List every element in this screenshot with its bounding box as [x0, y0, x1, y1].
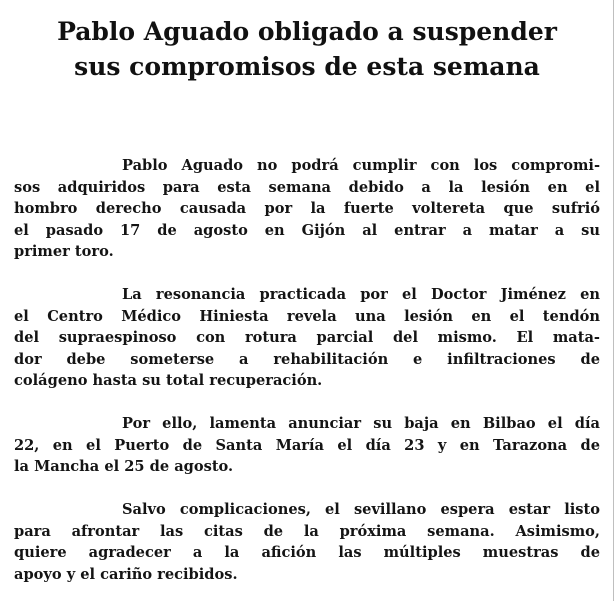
article-body	[14, 155, 600, 607]
paragraph-line: dor debe someterse a rehabilitación e infiltraciones de	[14, 350, 600, 368]
paragraph-2	[14, 284, 600, 392]
paragraph-line: Pablo Aguado no podrá cumplir con los compromi-	[122, 157, 600, 174]
paragraph-line: primer toro.	[14, 243, 114, 260]
paragraph-line: hombro derecho causada por la fuerte voltereta que sufrió	[14, 200, 600, 217]
paragraph-line: Por ello, lamenta anunciar su baja en Bilbao el día	[122, 415, 600, 432]
paragraph-3	[14, 413, 600, 478]
paragraph-line: sos adquiridos para esta semana debido a la lesión en el	[14, 178, 600, 196]
paragraph-line: Salvo complicaciones, el sevillano espera estar listo	[122, 501, 600, 518]
paragraph-1	[14, 155, 600, 263]
paragraph-line: el pasado 17 de agosto en Gijón al entrar a matar a su	[14, 221, 600, 239]
paragraph-line: para afrontar las citas de la próxima semana. Asimismo,	[14, 522, 600, 540]
paragraph-line: del supraespinoso con rotura parcial del mismo. El mata-	[14, 329, 600, 346]
headline-line-2: sus compromisos de esta semana	[74, 52, 540, 81]
headline	[0, 14, 614, 84]
paragraph-line: apoyo y el cariño recibidos.	[14, 565, 238, 583]
paragraph-line: el Centro Médico Hiniesta revela una lesión en el tendón	[14, 307, 600, 325]
paragraph-line: la Mancha el 25 de agosto.	[14, 458, 234, 475]
paragraph-4	[14, 499, 600, 585]
paragraph-line: La resonancia practicada por el Doctor Jiménez en	[122, 286, 600, 303]
paragraph-line: colágeno hasta su total recuperación.	[14, 372, 323, 389]
headline-line-1: Pablo Aguado obligado a suspender	[57, 17, 557, 46]
paragraph-line: quiere agradecer a la afición las múltiples muestras de	[14, 544, 600, 561]
paragraph-line: 22, en el Puerto de Santa María el día 23 y en Tarazona de	[14, 436, 600, 454]
